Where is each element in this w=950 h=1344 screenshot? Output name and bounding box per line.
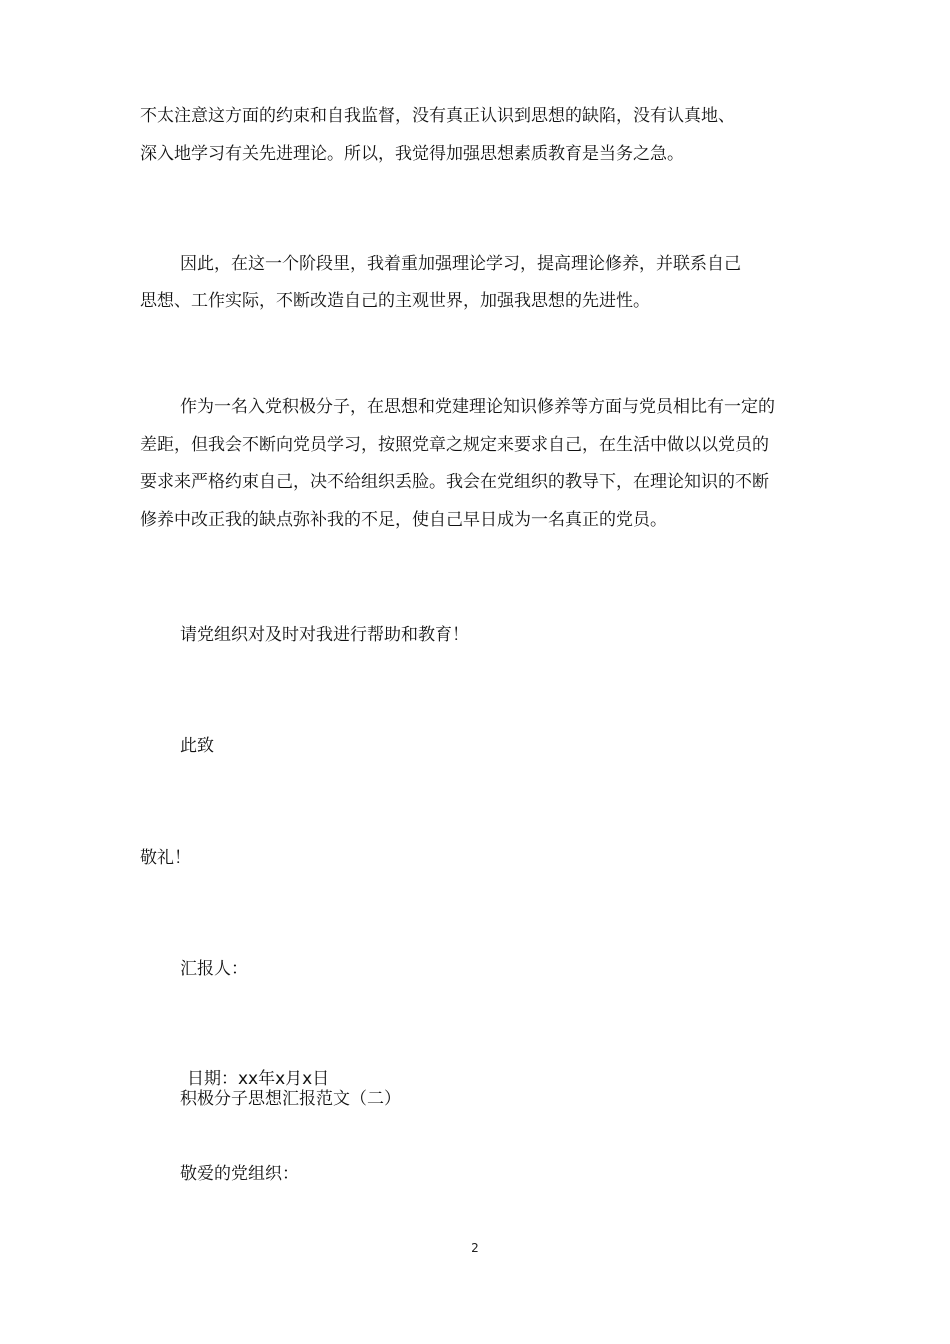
paragraph-line: 差距，但我会不断向党员学习，按照党章之规定来要求自己，在生活中做以以党员的 xyxy=(140,435,769,455)
date-line: 日期：xx年x月x日 xyxy=(187,1069,330,1089)
salutation-line: 敬爱的党组织： xyxy=(180,1164,299,1184)
paragraph-line: 思想、工作实际，不断改造自己的主观世界，加强我思想的先进性。 xyxy=(140,291,650,311)
paragraph-line: 要求来严格约束自己，决不给组织丢脸。我会在党组织的教导下，在理论知识的不断 xyxy=(140,472,769,492)
request-line: 请党组织对及时对我进行帮助和教育！ xyxy=(180,625,469,645)
reporter-line: 汇报人： xyxy=(180,959,248,979)
closing-cizhi: 此致 xyxy=(180,736,214,756)
paragraph-line: 作为一名入党积极分子，在思想和党建理论知识修养等方面与党员相比有一定的 xyxy=(180,397,775,417)
paragraph-line: 因此，在这一个阶段里，我着重加强理论学习，提高理论修养，并联系自己 xyxy=(180,254,741,274)
paragraph-line: 不太注意这方面的约束和自我监督，没有真正认识到思想的缺陷，没有认真地、 xyxy=(140,106,735,126)
section-title: 积极分子思想汇报范文（二） xyxy=(180,1089,401,1109)
closing-jingli: 敬礼！ xyxy=(140,848,191,868)
paragraph-line: 修养中改正我的缺点弥补我的不足，使自己早日成为一名真正的党员。 xyxy=(140,510,667,530)
paragraph-line: 深入地学习有关先进理论。所以，我觉得加强思想素质教育是当务之急。 xyxy=(140,144,684,164)
page-number: 2 xyxy=(471,1241,479,1255)
